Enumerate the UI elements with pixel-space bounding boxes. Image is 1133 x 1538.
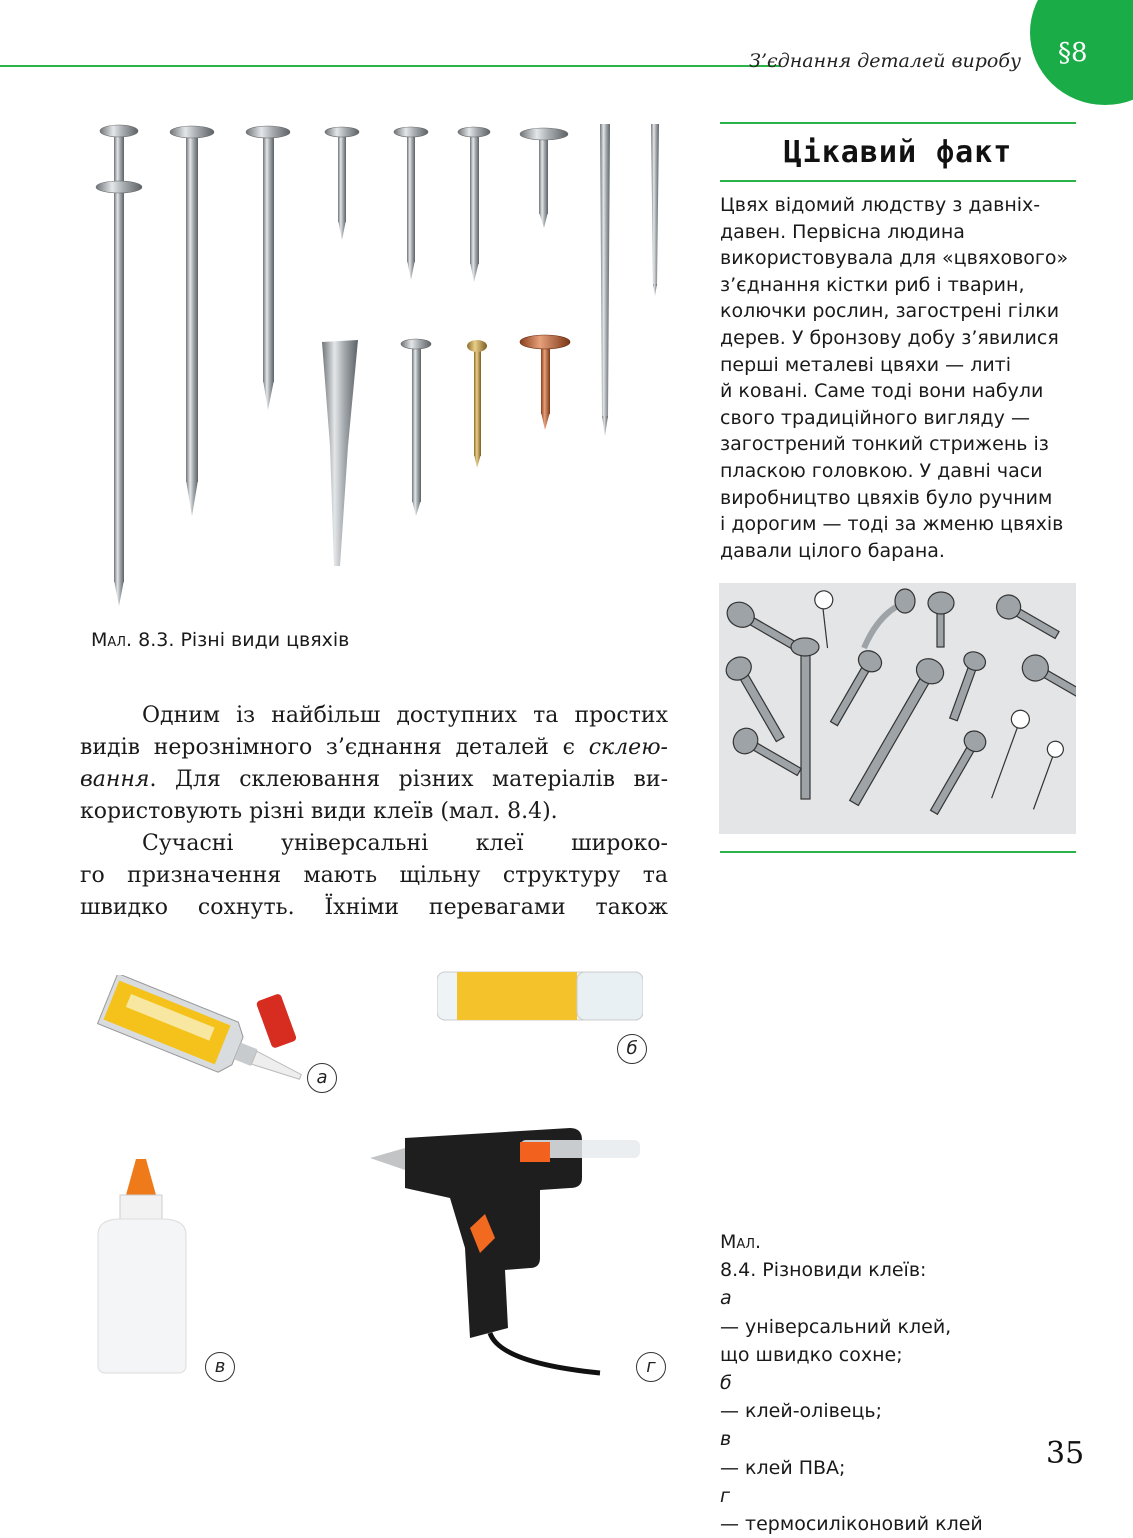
caption-item-text: — клей ПВА; bbox=[720, 1456, 846, 1479]
fact-line: загострений тонкий стрижень із bbox=[720, 433, 1049, 456]
caption-line bbox=[720, 1482, 983, 1538]
caption-text: 8.3. Різні види цвяхів bbox=[132, 629, 350, 651]
nail-copper bbox=[520, 335, 570, 430]
nail-twisted bbox=[401, 339, 431, 516]
body-line: го призначення мають щільну структуру та bbox=[80, 863, 668, 888]
label-g-circle: г bbox=[636, 1352, 666, 1382]
caption-line bbox=[720, 1425, 983, 1481]
fact-line: давен. Первісна людина bbox=[720, 220, 965, 243]
body-line-part: видів нерознімного з’єднання деталей є bbox=[80, 735, 589, 760]
caption-item-text: — термосиліконовий клей bbox=[720, 1513, 983, 1536]
caption-prefix: Мал. bbox=[91, 629, 133, 651]
fact-line: з’єднання кістки риб і тварин, bbox=[720, 273, 1025, 296]
caption-item-text: що швидко сохне; bbox=[720, 1343, 903, 1366]
fact-top-rule bbox=[720, 122, 1076, 124]
label-b-circle: б bbox=[617, 1034, 647, 1064]
body-line: швидко сохнуть. Їхніми перевагами також bbox=[80, 895, 668, 920]
page-number: 35 bbox=[1046, 1436, 1085, 1471]
universal-glue-tube-image bbox=[90, 975, 340, 1105]
fact-title: Цікавий факт bbox=[783, 135, 1013, 170]
nail-ringed bbox=[458, 127, 490, 282]
figure-8-4-caption bbox=[720, 1228, 983, 1538]
nail-finishing-2 bbox=[651, 124, 659, 296]
figure-8-3-caption bbox=[91, 629, 349, 651]
label-a-circle: а bbox=[307, 1063, 337, 1093]
fact-line: й ковані. Саме тоді вони набули bbox=[720, 380, 1044, 403]
nail-medium-1 bbox=[325, 127, 359, 240]
caption-letter: б bbox=[720, 1372, 732, 1395]
caption-text: 8.4. Різновиди клеїв: bbox=[720, 1259, 927, 1282]
caption-letter: в bbox=[720, 1428, 732, 1451]
nail-cut bbox=[322, 340, 358, 566]
hand-drawn-nails-illustration bbox=[719, 583, 1076, 834]
header-rule bbox=[0, 65, 780, 67]
caption-line bbox=[720, 1369, 983, 1425]
nail-large-2 bbox=[246, 126, 290, 410]
nail-short bbox=[520, 128, 568, 228]
caption-line bbox=[720, 1228, 983, 1284]
body-line: Одним із найбільш доступних та простих bbox=[142, 703, 668, 728]
nail-finishing-1 bbox=[600, 124, 610, 436]
fact-line: перші металеві цвяхи — литі bbox=[720, 353, 1012, 376]
nail-medium-2 bbox=[394, 127, 428, 280]
caption-line bbox=[720, 1284, 983, 1340]
fact-line: пласкою головкою. У давні часи bbox=[720, 459, 1043, 482]
caption-item-text: — універсальний клей, bbox=[720, 1315, 952, 1338]
nails-figure bbox=[90, 118, 680, 618]
glue-stick-image bbox=[437, 968, 643, 1024]
hot-glue-gun-image bbox=[370, 1118, 645, 1383]
fact-bottom-rule bbox=[720, 851, 1076, 853]
fact-text bbox=[720, 192, 1069, 564]
section-number: §8 bbox=[1058, 38, 1088, 68]
body-line: користовують різні види клеїв (мал. 8.4). bbox=[80, 799, 558, 824]
term-emphasis: склею- bbox=[588, 735, 668, 760]
caption-item-text: — клей-олівець; bbox=[720, 1400, 883, 1423]
fact-line: колючки рослин, загострені гілки bbox=[720, 300, 1060, 323]
fact-line: використовувала для «цвяхового» bbox=[720, 247, 1069, 270]
nail-double-head bbox=[96, 125, 142, 606]
fact-line: давали цілого барана. bbox=[720, 539, 945, 562]
running-header-title: З’єднання деталей виробу bbox=[749, 50, 1021, 72]
fact-line: виробництво цвяхів було ручним bbox=[720, 486, 1053, 509]
body-line bbox=[80, 732, 668, 764]
nail-large-1 bbox=[170, 126, 214, 516]
caption-prefix: Мал. bbox=[720, 1231, 762, 1253]
caption-letter: г bbox=[720, 1484, 730, 1507]
nail-brass bbox=[467, 340, 487, 468]
label-v-circle: в bbox=[205, 1352, 235, 1382]
caption-letter: а bbox=[720, 1287, 732, 1310]
pva-glue-bottle-image bbox=[90, 1155, 200, 1375]
fact-line: дерев. У бронзову добу з’явилися bbox=[720, 326, 1059, 349]
body-line-part: . Для склеювання різних матеріалів ви- bbox=[149, 767, 668, 792]
fact-line: Цвях відомий людству з давніх- bbox=[720, 194, 1041, 216]
body-text bbox=[80, 700, 668, 924]
body-line: Сучасні універсальні клеї широко- bbox=[142, 831, 668, 856]
fact-title-rule bbox=[720, 180, 1076, 182]
fact-line: і дорогим — тоді за жменю цвяхів bbox=[720, 513, 1064, 536]
caption-line bbox=[720, 1341, 983, 1369]
body-line bbox=[80, 764, 668, 796]
term-emphasis-cont: вання bbox=[80, 767, 150, 792]
fact-line: свого традиційного вигляду — bbox=[720, 406, 1030, 429]
